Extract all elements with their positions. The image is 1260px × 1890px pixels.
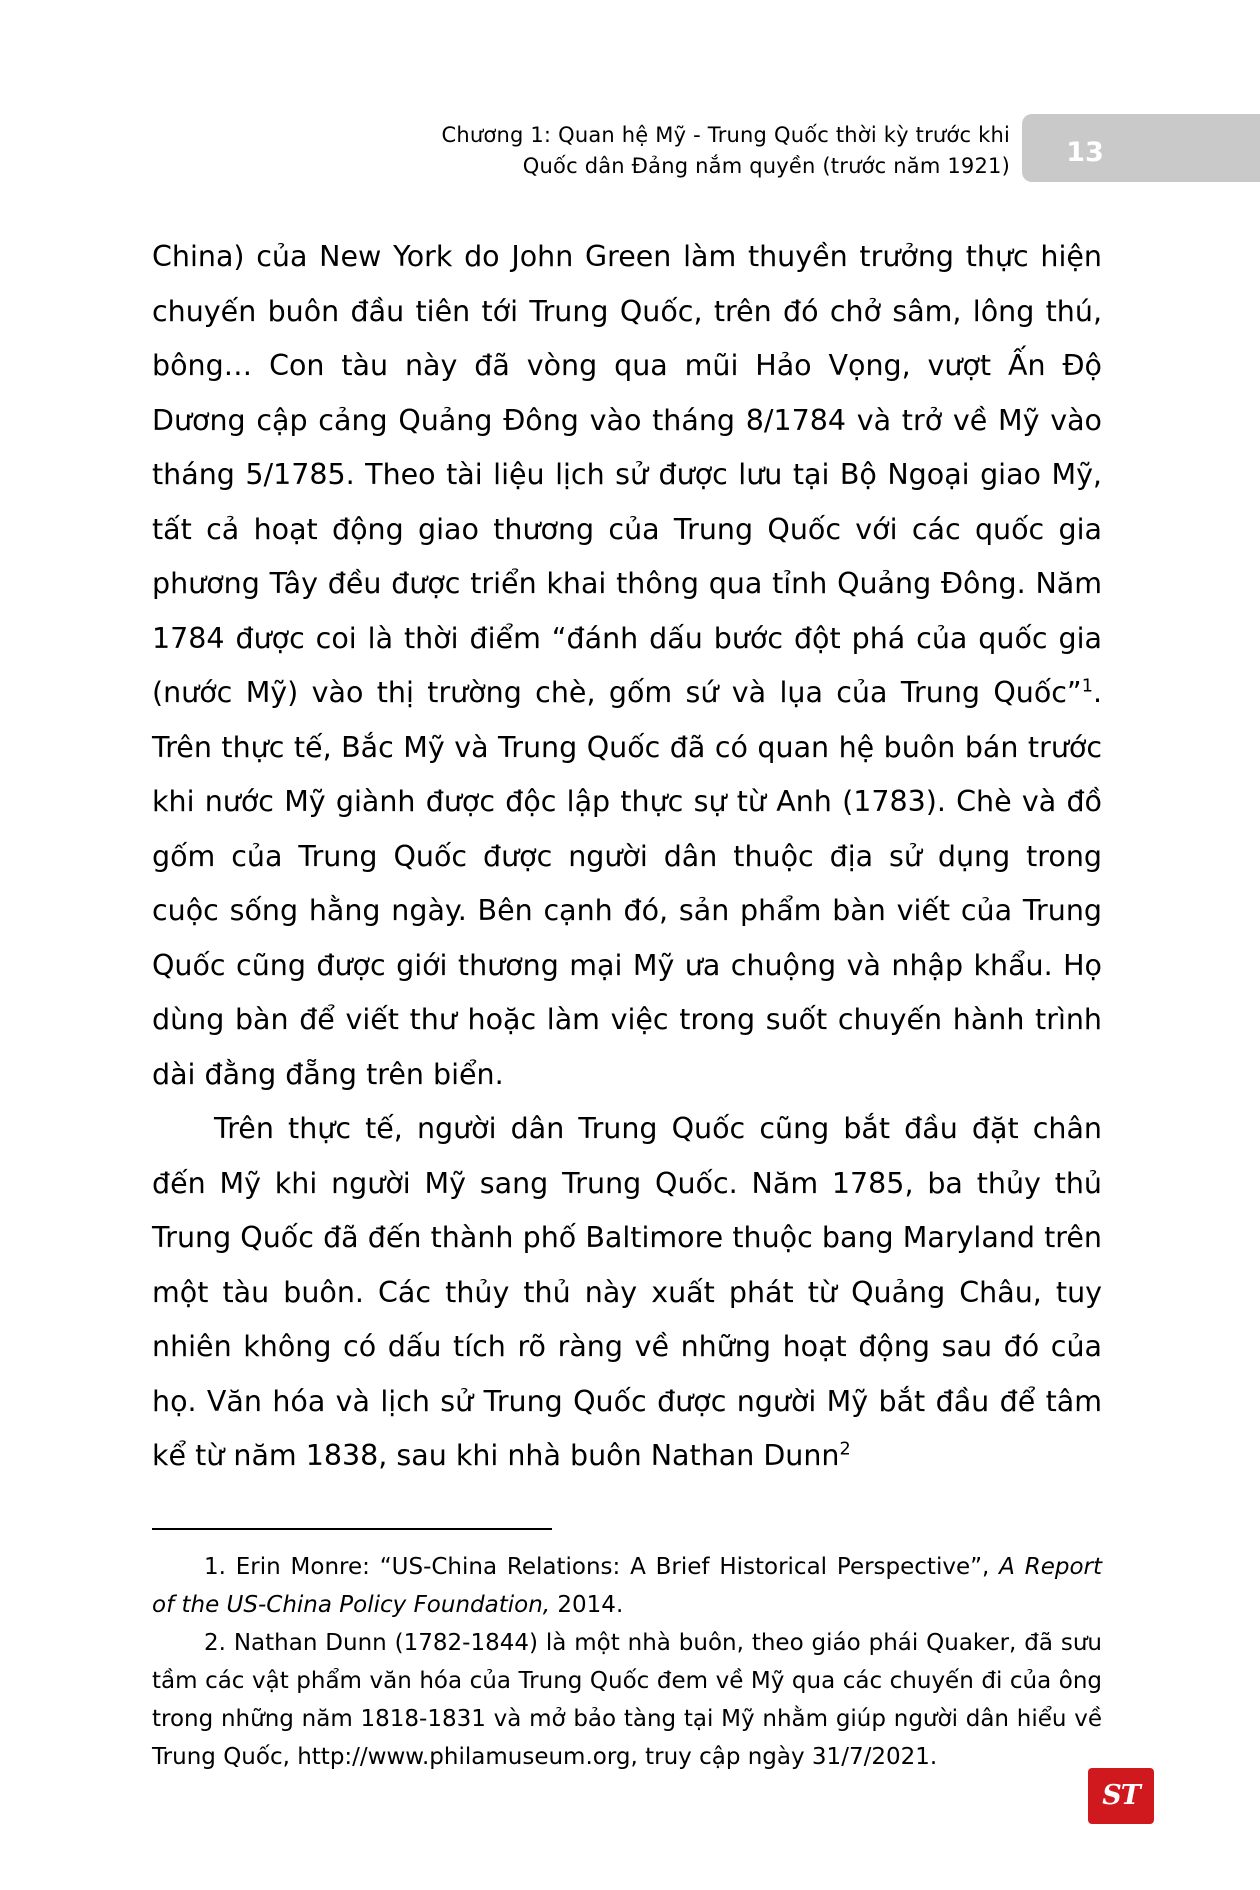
body-text [152,230,1102,1484]
footnote-divider [152,1528,552,1530]
publisher-logo-text: ST [1102,1780,1140,1811]
footnote-1-post: 2014. [550,1592,624,1618]
footnote-1-italic: A Report of the US-China Policy Foundation, [152,1554,1102,1618]
paragraph-1-text: China) của New York do John Green làm thuyền trưởng thực hiện chuyến buôn đầu tiên tới Trung Quốc, trên đó chở sâm, lông thú, bông… Con tàu này đã vòng qua mũi Hảo Vọng, vượt Ấn Độ Dương cập cảng Quảng Đông vào tháng 8/1784 và trở về Mỹ vào tháng 5/1785. Theo tài liệu lịch sử được lưu tại Bộ Ngoại giao Mỹ, tất cả hoạt động giao thương của Trung Quốc với các quốc gia phương Tây đều được triển khai thông qua tỉnh Quảng Đông. Năm 1784 được coi là thời điểm “đánh dấu bước đột phá của quốc gia (nước Mỹ) vào thị trường chè, gốm sứ và lụa của Trung Quốc” [152,240,1102,709]
footnote-1-pre: 1. Erin Monre: “US-China Relations: A Brief Historical Perspective”, [204,1554,1000,1580]
footnote-ref-1[interactable]: 1 [1081,676,1093,697]
header-line-1: Chương 1: Quan hệ Mỹ - Trung Quốc thời kỳ trước khi [441,123,1010,147]
paragraph-2 [152,1102,1102,1484]
running-header [0,120,1260,186]
header-line-2: Quốc dân Đảng nắm quyền (trước năm 1921) [522,154,1010,178]
footnote-section [152,1548,1102,1776]
publisher-logo [1088,1768,1154,1824]
page-number: 13 [1066,137,1104,168]
footnote-2: 2. Nathan Dunn (1782-1844) là một nhà buôn, theo giáo phái Quaker, đã sưu tầm các vật phẩm văn hóa của Trung Quốc đem về Mỹ qua các chuyến đi của ông trong những năm 1818-1831 và mở bảo tàng tại Mỹ nhằm giúp người dân hiểu về Trung Quốc, http://www.philamuseum.org, truy cập ngày 31/7/2021. [152,1630,1102,1770]
paragraph-1-continued: . Trên thực tế, Bắc Mỹ và Trung Quốc đã có quan hệ buôn bán trước khi nước Mỹ giành được độc lập thực sự từ Anh (1783). Chè và đồ gốm của Trung Quốc được người dân thuộc địa sử dụng trong cuộc sống hằng ngày. Bên cạnh đó, sản phẩm bàn viết của Trung Quốc cũng được giới thương mại Mỹ ưa chuộng và nhập khẩu. Họ dùng bàn để viết thư hoặc làm việc trong suốt chuyến hành trình dài đằng đẵng trên biển. [152,676,1102,1091]
footnote-1 [152,1548,1102,1624]
paragraph-2-text: Trên thực tế, người dân Trung Quốc cũng bắt đầu đặt chân đến Mỹ khi người Mỹ sang Trung Quốc. Năm 1785, ba thủy thủ Trung Quốc đã đến thành phố Baltimore thuộc bang Maryland trên một tàu buôn. Các thủy thủ này xuất phát từ Quảng Châu, tuy nhiên không có dấu tích rõ ràng về những hoạt động sau đó của họ. Văn hóa và lịch sử Trung Quốc được người Mỹ bắt đầu để tâm kể từ năm 1838, sau khi nhà buôn Nathan Dunn [152,1112,1102,1472]
header-title [370,120,1010,182]
paragraph-1 [152,230,1102,1102]
footnote-ref-2[interactable]: 2 [839,1439,851,1460]
